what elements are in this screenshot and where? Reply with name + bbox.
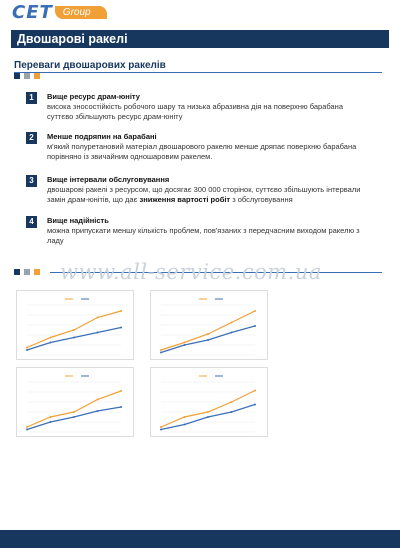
data-point xyxy=(207,333,209,335)
data-point xyxy=(184,416,186,418)
data-point xyxy=(26,349,28,351)
chart-svg xyxy=(17,368,133,436)
data-point xyxy=(160,349,162,351)
item-number: 2 xyxy=(26,132,37,144)
item-text: висока зносостійкість робочого шару та низька абразивна дія на поверхню барабана суттєво збільшують ресурс драм-юніту xyxy=(47,102,343,121)
data-point xyxy=(254,310,256,312)
data-point xyxy=(254,404,256,406)
item-text-part: з обслуговування xyxy=(230,195,293,204)
data-point xyxy=(50,337,52,339)
data-point xyxy=(97,317,99,319)
item-title: Вище надійність xyxy=(47,216,109,225)
data-point xyxy=(73,416,75,418)
watermark: www.all-service.com.ua xyxy=(60,260,322,284)
item-text: можна припускати меншу кількість проблем, пов'язаних з передчасним виходом ракелю з ладу xyxy=(47,226,360,245)
chart-svg xyxy=(151,291,267,359)
chart-2 xyxy=(150,290,268,360)
section-title: Переваги двошарових ракелів xyxy=(14,60,166,71)
data-point xyxy=(160,426,162,428)
data-point xyxy=(50,416,52,418)
item-text-part: двошарові ракелі з ресурсом, що досягає 300 000 сторінок, суттєво збільшують інтервали замін драм-юнітів, що дає xyxy=(47,185,361,204)
logo xyxy=(12,2,107,22)
data-point xyxy=(160,429,162,431)
item-text: м'який полуретановий матеріал двошарового ракелю менше дряпає поверхню барабана порівняно із звичайним одношаровим ракелем. xyxy=(47,142,357,161)
title-bar xyxy=(11,30,389,48)
data-point xyxy=(120,327,122,329)
data-point xyxy=(207,416,209,418)
section-divider xyxy=(14,72,382,73)
data-point xyxy=(207,411,209,413)
data-point xyxy=(26,429,28,431)
logo-text: CET xyxy=(12,1,53,23)
item-number: 1 xyxy=(26,92,37,104)
square-gray xyxy=(24,73,30,79)
square-navy xyxy=(14,269,20,275)
data-point xyxy=(231,411,233,413)
data-point xyxy=(231,401,233,403)
chart-3 xyxy=(16,367,134,437)
chart-4 xyxy=(150,367,268,437)
page-title: Двошарові ракелі xyxy=(17,32,128,46)
square-navy xyxy=(14,73,20,79)
data-point xyxy=(207,339,209,341)
data-point xyxy=(184,344,186,346)
chart-svg xyxy=(17,291,133,359)
chart-1 xyxy=(16,290,134,360)
data-point xyxy=(120,390,122,392)
data-point xyxy=(254,325,256,327)
data-point xyxy=(254,390,256,392)
series-line xyxy=(27,407,121,430)
data-point xyxy=(50,421,52,423)
item-title: Вище ресурс драм-юніту xyxy=(47,92,140,101)
data-point xyxy=(73,337,75,339)
data-point xyxy=(73,329,75,331)
item-number: 4 xyxy=(26,216,37,228)
data-point xyxy=(120,310,122,312)
data-point xyxy=(120,406,122,408)
data-point xyxy=(184,424,186,426)
item-text-bold: зниження вартості робіт xyxy=(139,195,231,204)
square-orange xyxy=(34,73,40,79)
data-point xyxy=(26,347,28,349)
data-point xyxy=(73,411,75,413)
data-point xyxy=(160,352,162,354)
item-number: 3 xyxy=(26,175,37,187)
data-point xyxy=(231,322,233,324)
item-title: Менше подряпин на барабані xyxy=(47,132,157,141)
data-point xyxy=(231,332,233,334)
data-point xyxy=(26,426,28,428)
decor-squares-2 xyxy=(14,269,40,275)
data-point xyxy=(97,410,99,412)
item-text xyxy=(47,185,367,205)
item-title: Вище інтервали обслуговування xyxy=(47,175,170,184)
decor-squares xyxy=(14,73,40,79)
logo-group: Group xyxy=(55,6,107,19)
square-gray xyxy=(24,269,30,275)
data-point xyxy=(184,342,186,344)
data-point xyxy=(97,399,99,401)
footer-bar xyxy=(0,530,400,548)
chart-svg xyxy=(151,368,267,436)
data-point xyxy=(97,332,99,334)
square-orange xyxy=(34,269,40,275)
data-point xyxy=(50,342,52,344)
